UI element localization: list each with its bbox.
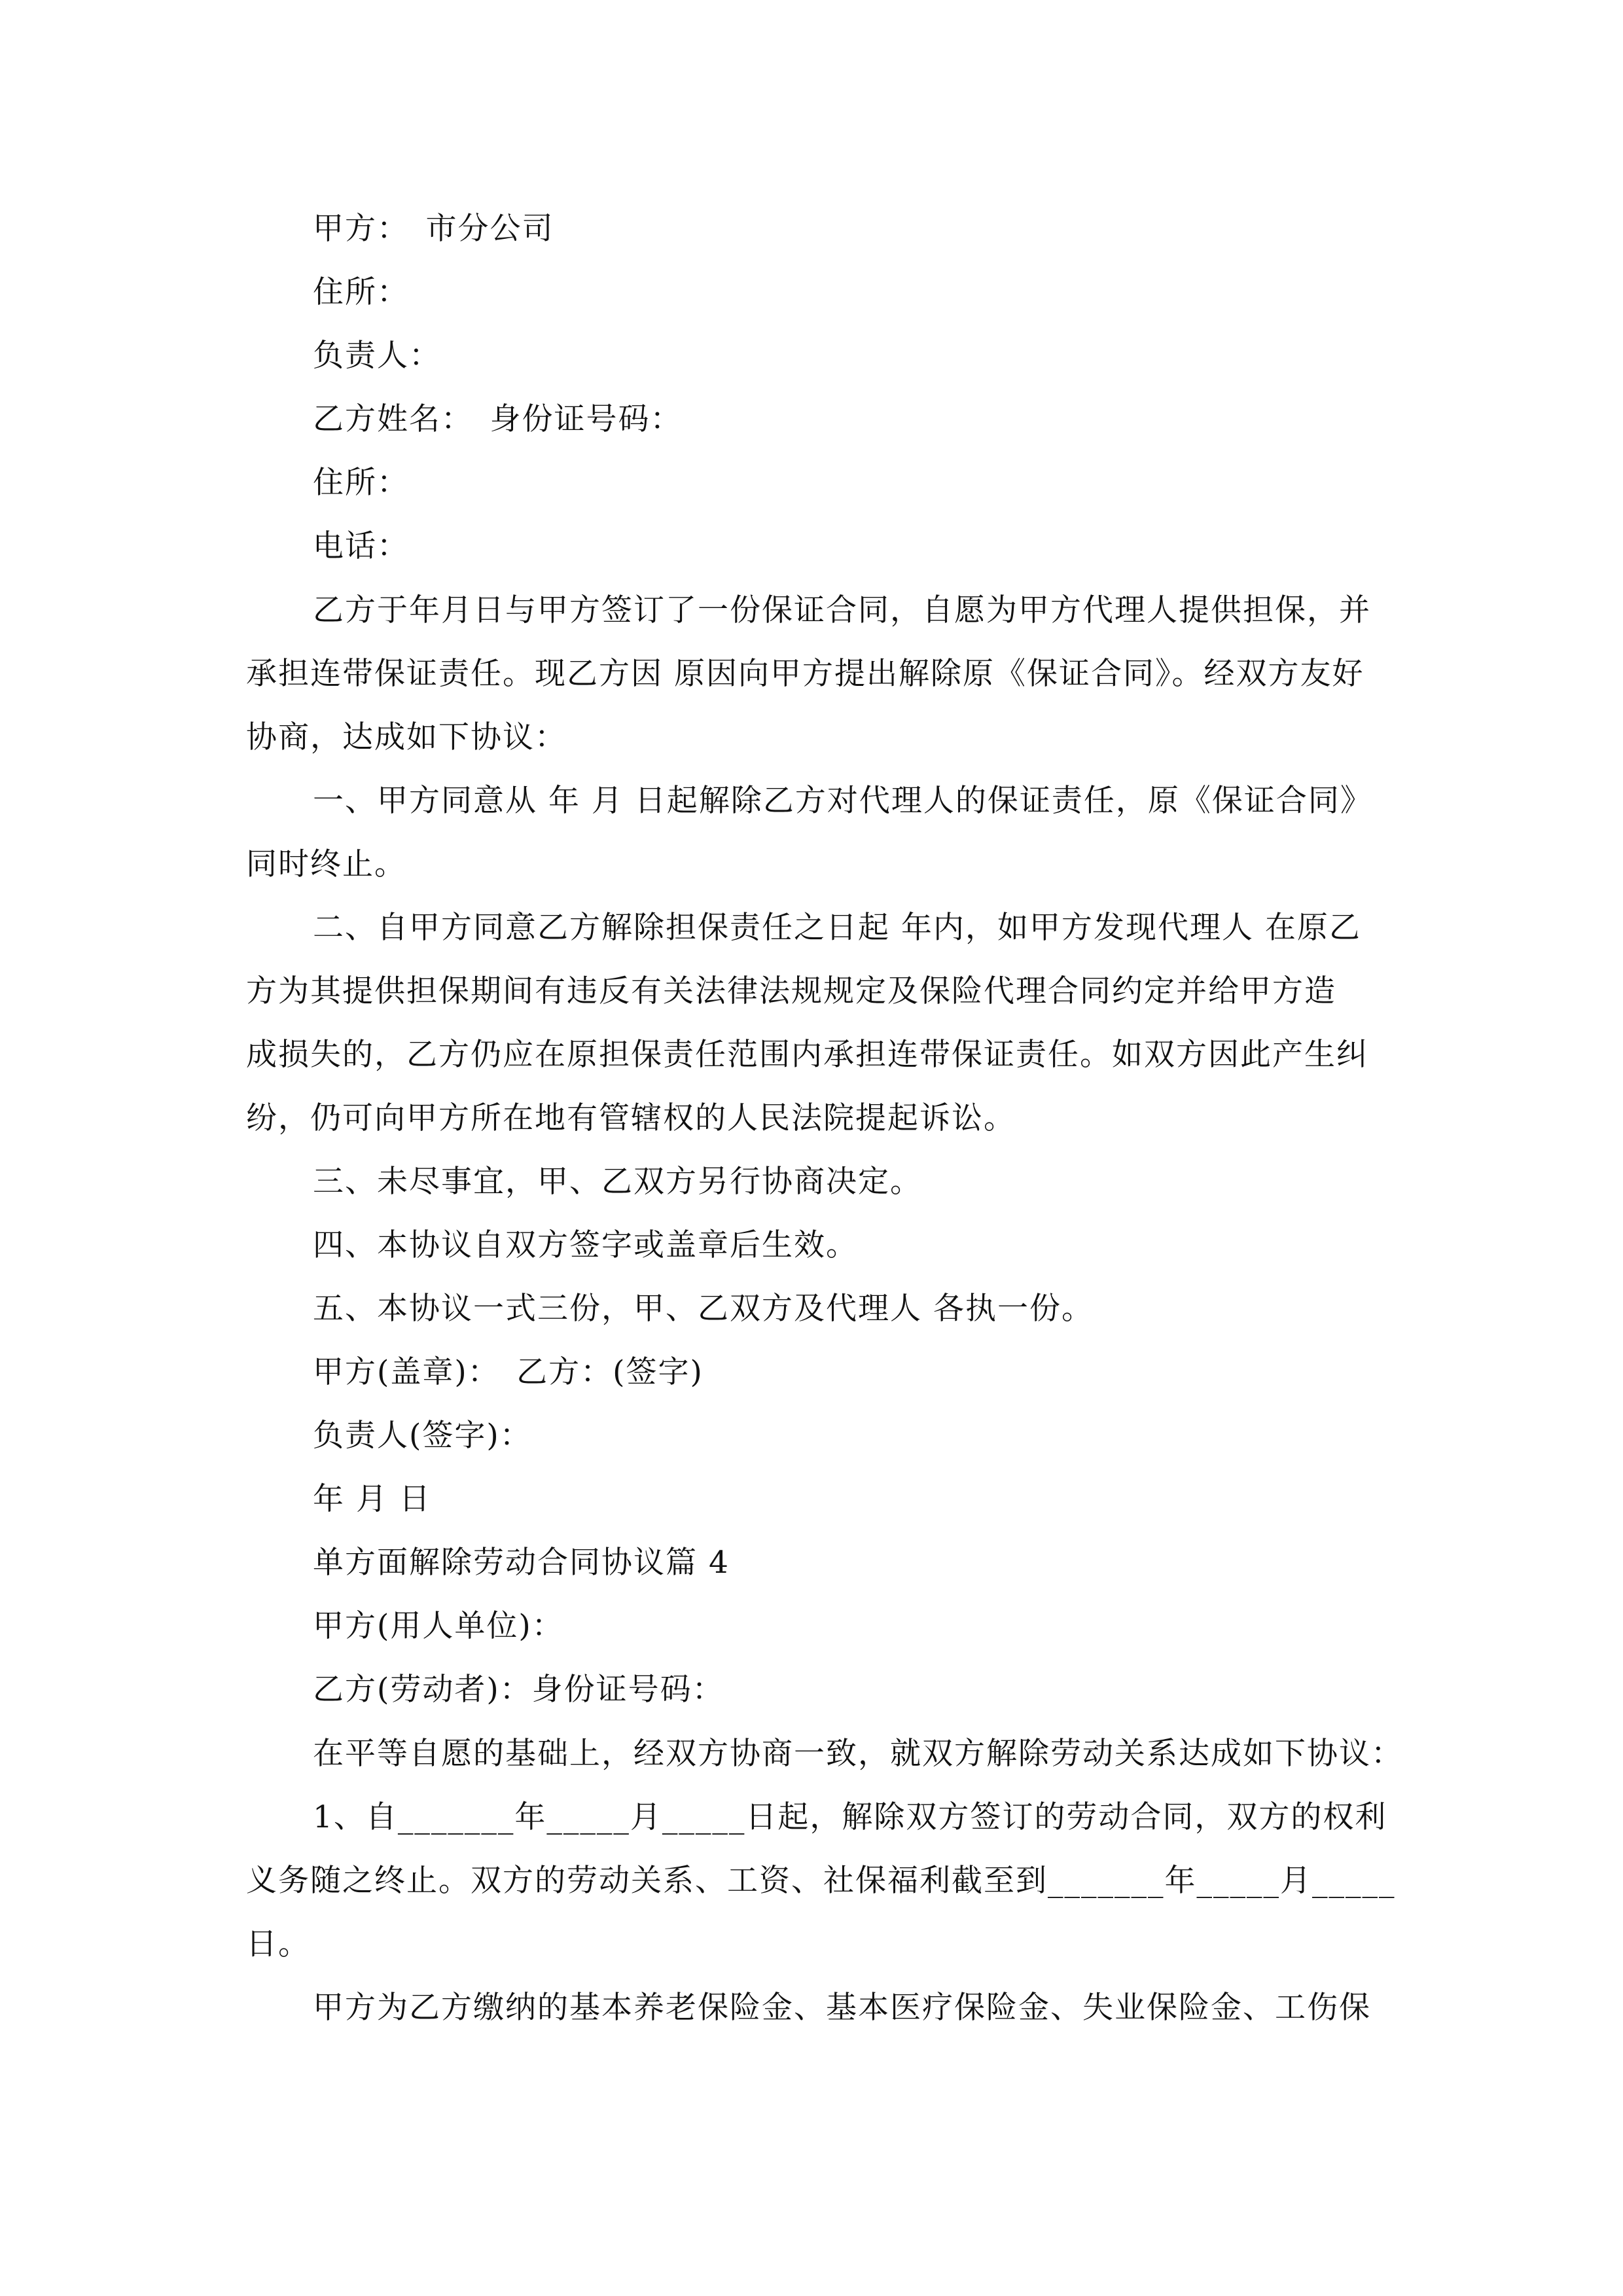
party-b-line: 乙方姓名： 身份证号码： (313, 401, 683, 437)
intro-paragraph-line3: 协商，达成如下协议： (246, 719, 567, 755)
clause4-line: 四、本协议自双方签字或盖章后生效。 (313, 1227, 858, 1263)
date-line: 年 月 日 (313, 1481, 431, 1517)
clause2-line3: 成损失的，乙方仍应在原担保责任范围内承担连带保证责任。如双方因此产生纠 (246, 1037, 1368, 1073)
clause5-line: 五、本协议一式三份，甲、乙双方及代理人 各执一份。 (313, 1291, 1094, 1327)
person-in-charge-line: 负责人： (313, 338, 441, 374)
employer-line: 甲方(用人单位)： (313, 1608, 564, 1644)
clause2-line4: 纷，仍可向甲方所在地有管辖权的人民法院提起诉讼。 (246, 1100, 1016, 1136)
employee-line: 乙方(劳动者)：身份证号码： (313, 1672, 724, 1708)
signature-line: 甲方(盖章)： 乙方：(签字) (313, 1354, 704, 1390)
address-line-2: 住所： (313, 465, 409, 501)
item1-line1: 1、自_______年_____月_____日起，解除双方签订的劳动合同，双方的权利 (313, 1799, 1387, 1835)
party-a-line: 甲方： 市分公司 (313, 211, 554, 247)
phone-line: 电话： (313, 528, 409, 564)
agreement-intro-line: 在平等自愿的基础上，经双方协商一致，就双方解除劳动关系达成如下协议： (313, 1736, 1403, 1772)
person-in-charge-signature-line: 负责人(签字)： (313, 1418, 532, 1454)
item1-line2: 义务随之终止。双方的劳动关系、工资、社保福利截至到_______年_____月_____ (246, 1863, 1396, 1899)
clause1-line1: 一、甲方同意从 年 月 日起解除乙方对代理人的保证责任，原《保证合同》 (313, 783, 1372, 819)
insurance-paragraph-line1: 甲方为乙方缴纳的基本养老保险金、基本医疗保险金、失业保险金、工伤保 (313, 1990, 1371, 2026)
intro-paragraph-line2: 承担连带保证责任。现乙方因 原因向甲方提出解除原《保证合同》。经双方友好 (246, 656, 1364, 692)
intro-paragraph-line1: 乙方于年月日与甲方签订了一份保证合同，自愿为甲方代理人提供担保，并 (313, 592, 1371, 628)
clause1-line2: 同时终止。 (246, 846, 406, 882)
item1-line3: 日。 (246, 1926, 310, 1962)
clause2-line2: 方为其提供担保期间有违反有关法律法规规定及保险代理合同约定并给甲方造 (246, 973, 1336, 1009)
address-line: 住所： (313, 274, 409, 310)
clause3-line: 三、未尽事宜，甲、乙双方另行协商决定。 (313, 1164, 922, 1200)
clause2-line1: 二、自甲方同意乙方解除担保责任之日起 年内，如甲方发现代理人 在原乙 (313, 910, 1361, 946)
section-title: 单方面解除劳动合同协议篇 4 (313, 1545, 730, 1581)
